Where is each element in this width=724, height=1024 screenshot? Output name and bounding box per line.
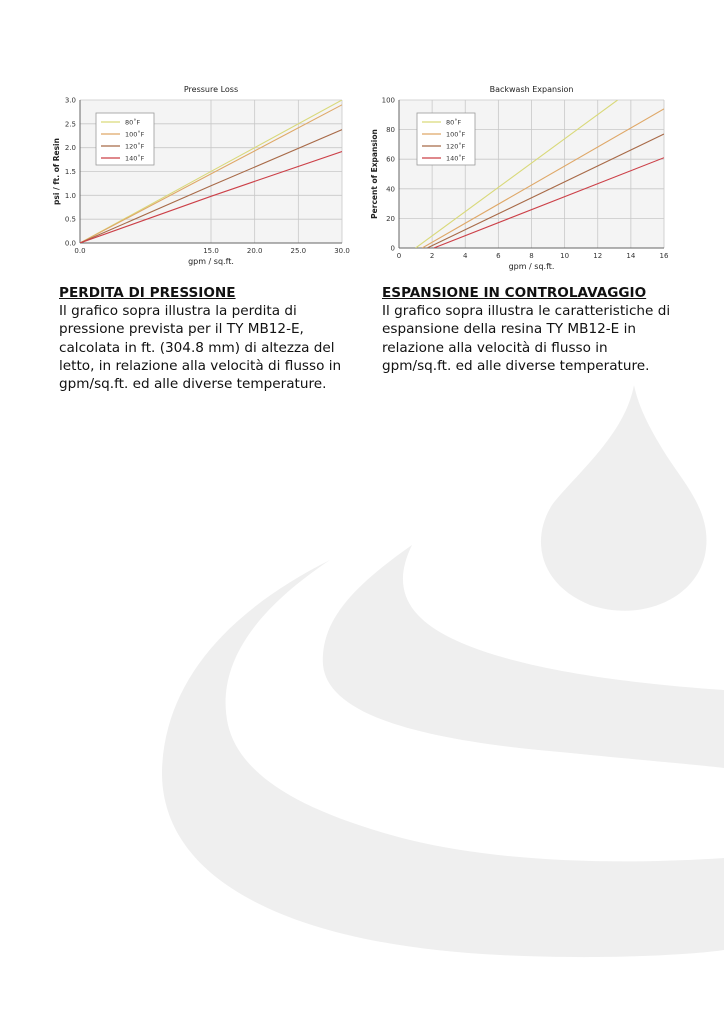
y-tick-label: 60 (386, 155, 395, 164)
legend-label: 120˚F (125, 142, 145, 151)
legend-label: 140˚F (125, 154, 145, 163)
y-tick-label: 40 (386, 185, 395, 194)
watermark-drop-shape (541, 385, 707, 611)
x-tick-label: 14 (626, 252, 636, 260)
legend-label: 80˚F (446, 118, 462, 127)
backwash-expansion-chart (368, 80, 678, 275)
x-tick-label: 6 (496, 252, 501, 260)
backwash-expansion-chart-svg (368, 80, 678, 275)
x-tick-label: 12 (593, 252, 603, 260)
description-line: gpm/sq.ft. ed alle diverse temperature. (382, 357, 650, 374)
pressure-loss-description (59, 284, 349, 393)
y-tick-label: 80 (386, 126, 395, 135)
y-tick-label: 100 (381, 96, 395, 105)
legend-label: 100˚F (125, 130, 145, 139)
backwash-expansion-description (382, 284, 682, 375)
pressure-loss-heading: PERDITA DI PRESSIONE (59, 285, 236, 301)
description-line: letto, in relazione alla velocità di flusso in (59, 357, 342, 374)
x-axis-label: gpm / sq.ft. (508, 262, 555, 271)
x-tick-label: 20.0 (246, 247, 263, 255)
backwash-expansion-heading: ESPANSIONE IN CONTROLAVAGGIO (382, 285, 647, 301)
x-tick-label: 0.0 (74, 247, 86, 255)
x-tick-label: 0 (396, 252, 402, 260)
x-tick-label: 8 (529, 252, 534, 260)
y-axis-label: psi / ft. of Resin (52, 138, 61, 205)
description-line: Il grafico sopra illustra le caratteristiche di (382, 303, 671, 320)
legend-label: 120˚F (446, 142, 466, 151)
x-axis-label: gpm / sq.ft. (188, 257, 234, 266)
legend-label: 80˚F (125, 118, 141, 127)
chart-title: Pressure Loss (183, 85, 239, 94)
x-tick-label: 2 (429, 252, 435, 260)
description-line: Il grafico sopra illustra la perdita di (59, 303, 297, 320)
y-tick-label: 1.0 (64, 191, 76, 200)
pressure-loss-chart (50, 80, 360, 270)
legend-label: 100˚F (446, 130, 466, 139)
y-tick-label: 0.5 (64, 215, 76, 224)
y-tick-label: 0.0 (64, 239, 76, 248)
y-tick-label: 3.0 (64, 96, 76, 105)
x-tick-label: 30.0 (334, 247, 350, 255)
x-tick-label: 15.0 (203, 247, 219, 255)
y-axis-label: Percent of Expansion (370, 129, 379, 219)
chart-title: Backwash Expansion (489, 85, 574, 94)
x-tick-label: 16 (659, 252, 669, 260)
x-tick-label: 4 (463, 252, 468, 260)
description-line: pressione prevista per il TY MB12-E, (59, 321, 304, 338)
y-tick-label: 20 (386, 214, 395, 223)
description-line: espansione della resina TY MB12-E in (382, 321, 636, 338)
x-tick-label: 10 (560, 252, 570, 260)
legend-label: 140˚F (446, 154, 466, 163)
pressure-loss-chart-svg (50, 80, 360, 270)
y-tick-label: 2.0 (64, 144, 76, 153)
y-tick-label: 2.5 (64, 120, 76, 129)
y-tick-label: 0 (390, 244, 395, 253)
description-line: calcolata in ft. (304.8 mm) di altezza del (59, 339, 335, 356)
y-tick-label: 1.5 (64, 168, 76, 176)
description-line: gpm/sq.ft. ed alle diverse temperature. (59, 376, 327, 393)
x-tick-label: 25.0 (290, 247, 307, 255)
description-line: relazione alla velocità di flusso in (382, 339, 608, 356)
